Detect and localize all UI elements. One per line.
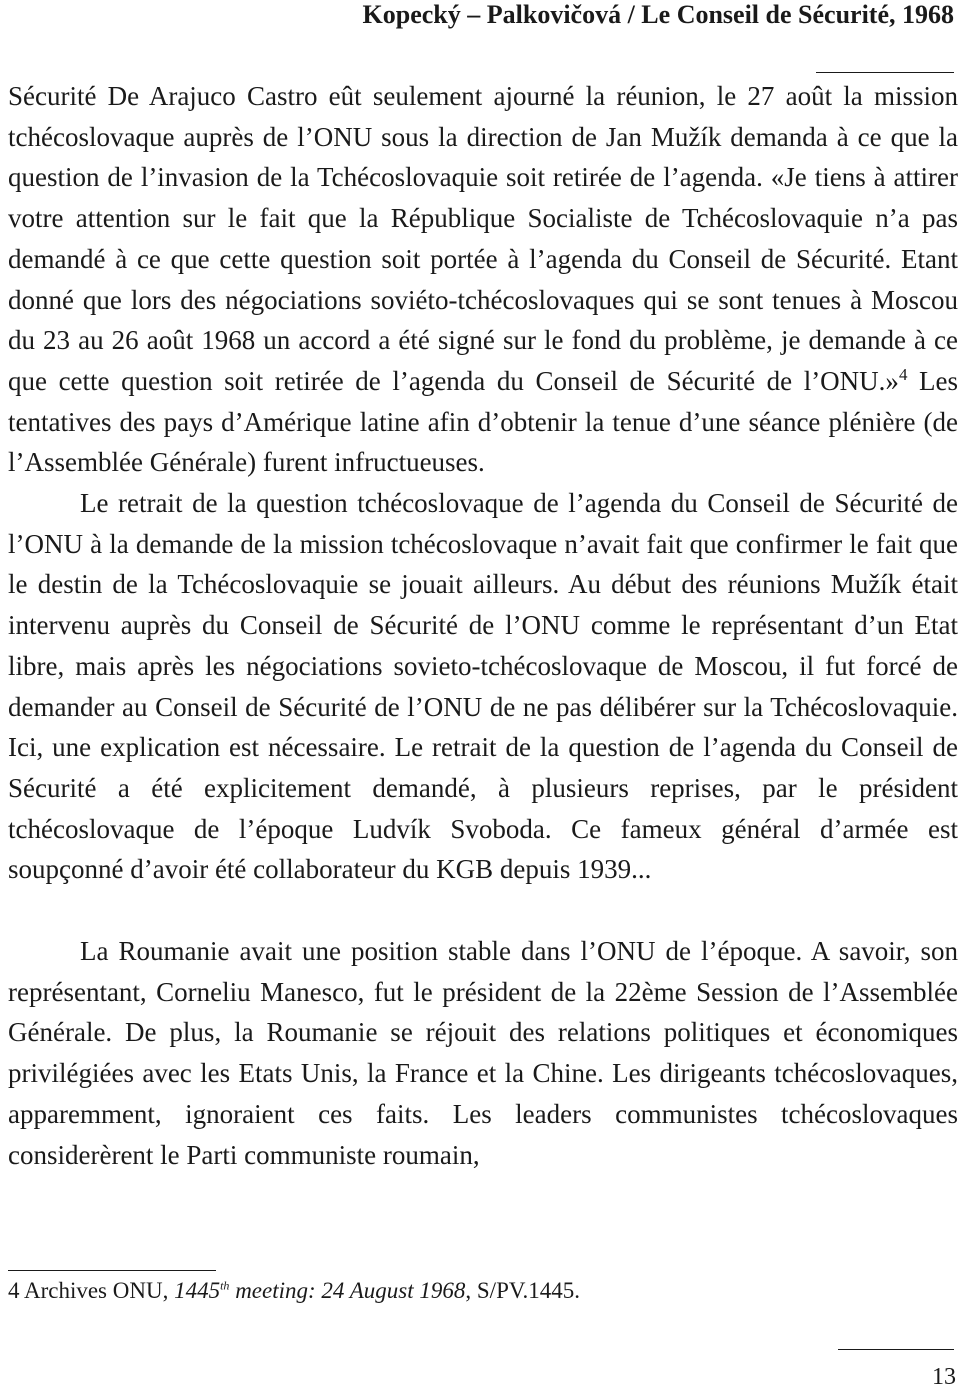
- page-number: 13: [932, 1364, 956, 1390]
- main-text: [8, 76, 958, 1175]
- footnote-document: , S/PV.1445.: [465, 1278, 581, 1303]
- paragraph-1-text-b: Les tentatives des pays d’Amérique latine afin d’obtenir la tenue d’une séance plénière (de l’Assemblée Générale) furent infructueuses.: [8, 365, 959, 478]
- footer-rule: [838, 1349, 954, 1350]
- paragraph-3: La Roumanie avait une position stable dans l’ONU de l’époque. A savoir, son représentant, Corneliu Manesco, fut le président de la 22ème Session de l’Assemblée Générale. De plus, la Roumanie se réjouit des relations politiques et économiques privilégiées avec les Etats Unis, la France et la Chine. Les dirigeants tchécoslovaques, apparemment, ignoraient ces faits. Les leaders communistes tchécoslovaques considerèrent le Parti communiste roumain,: [8, 936, 958, 1170]
- footnote-meeting: 1445th meeting: 24 August 1968: [174, 1278, 466, 1303]
- paragraph-1: [8, 76, 958, 483]
- paragraph-gap: [8, 890, 958, 931]
- paragraph-1-text-a: Sécurité De Arajuco Castro eût seulement ajourné la réunion, le 27 août la mission tchécoslovaque auprès de l’ONU sous la direction de Jan Mužík demanda à ce que la question de l’invasion de la Tchécoslovaquie soit retirée de l’agenda. «Je tiens à attirer votre attention sur le fait que la République Socialiste de Tchécoslovaquie n’a pas demandé à ce que cette question soit portée à l’agenda du Conseil de Sécurité. Etant donné que lors des négociations soviéto-tchécoslovaques qui se sont tenues à Moscou du 23 au 26 août 1968 un accord a été signé sur le fond du problème, je demande à ce que cette question soit retirée de l’agenda du Conseil de Sécurité de l’ONU.»: [8, 81, 958, 396]
- footnote-reference[interactable]: 4: [898, 364, 908, 384]
- header-rule: [816, 72, 954, 73]
- running-title: Kopecký – Palkovičová / Le Conseil de Sécurité, 1968: [362, 0, 954, 29]
- footnote-number: 4: [8, 1278, 20, 1303]
- footnote-source: Archives ONU,: [23, 1278, 175, 1303]
- footnote-separator: [8, 1270, 216, 1271]
- footnote: [8, 1274, 948, 1308]
- paragraph-2: Le retrait de la question tchécoslovaque de l’agenda du Conseil de Sécurité de l’ONU à la demande de la mission tchécoslovaque n’avait fait que confirmer le fait que le destin de la Tchécoslovaquie se jouait ailleurs. Au début des réunions Mužík était intervenu auprès du Conseil de Sécurité de l’ONU comme le représentant d’un Etat libre, mais après les négociations sovieto-tchécoslovaque de Moscou, il fut forcé de demander au Conseil de Sécurité de l’ONU de ne pas délibérer sur la Tchécoslovaquie. Ici, une explication est nécessaire. Le retrait de la question de l’agenda du Conseil de Sécurité a été explicitement demandé, à plusieurs reprises, par le président tchécoslovaque de l’époque Ludvík Svoboda. Ce fameux général d’armée est soupçonné d’avoir été collaborateur du KGB depuis 1939...: [8, 488, 958, 885]
